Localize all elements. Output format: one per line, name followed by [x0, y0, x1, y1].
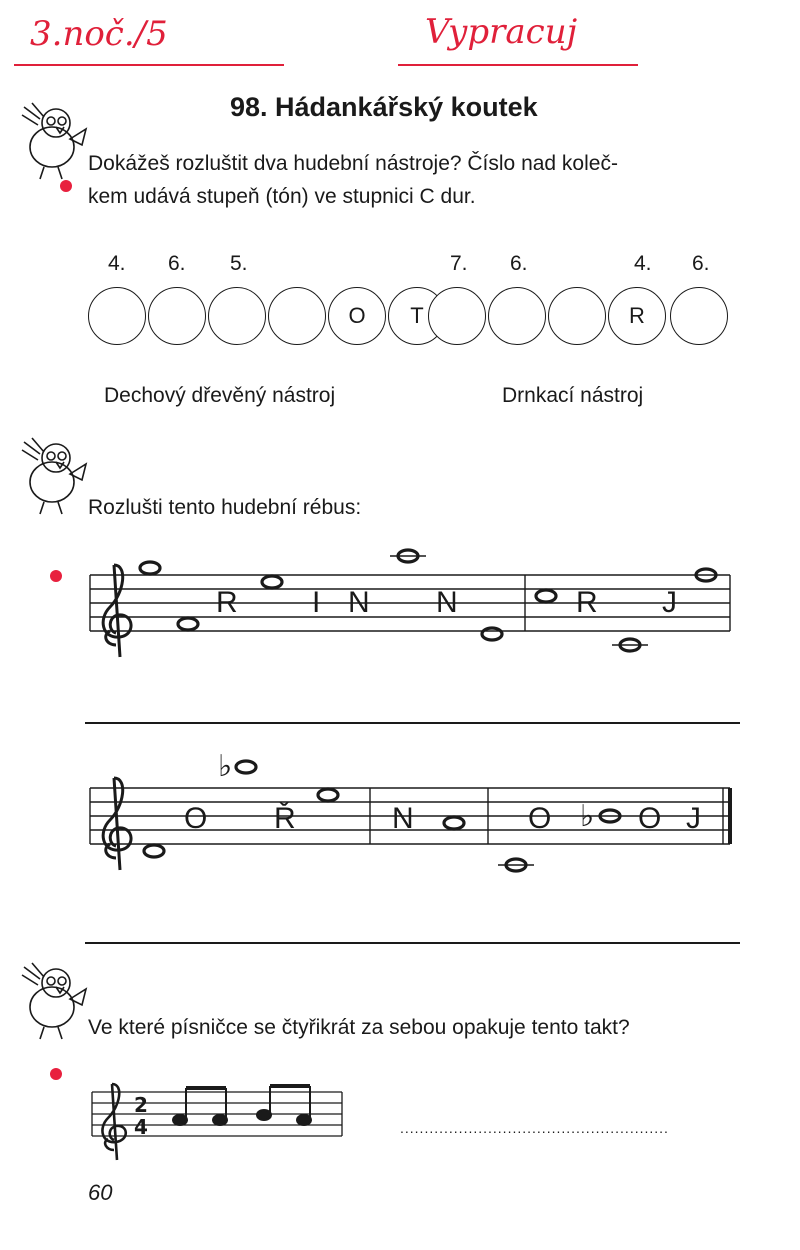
whole-note-icon [140, 562, 160, 574]
word2-letter-circle[interactable] [428, 287, 486, 345]
whole-note-icon [444, 817, 464, 829]
flat-sign-icon: ♭ [580, 799, 595, 834]
handwritten-underline-left [14, 64, 284, 66]
music-staff-3 [80, 1072, 350, 1172]
word1-number: 6. [168, 252, 186, 275]
word2-number: 6. [510, 252, 528, 275]
task1-instruction-line1: Dokážeš rozluštit dva hudební nástroje? Číslo nad koleč- [88, 152, 618, 175]
eighth-note-icon [213, 1115, 227, 1125]
answer-line-1[interactable] [85, 722, 740, 724]
handwritten-underline-right [398, 64, 638, 66]
word1-letter-circle[interactable] [88, 287, 146, 345]
treble-clef-icon [103, 565, 131, 657]
page-title: 98. Hádankářský koutek [230, 92, 538, 122]
rebus-letter: J [686, 802, 701, 835]
flat-sign-icon: ♭ [218, 749, 233, 784]
word1-letter-circle[interactable]: T [388, 287, 446, 345]
owl-mascot-icon [10, 955, 90, 1045]
word2-letter-circle[interactable] [548, 287, 606, 345]
whole-note-icon [482, 628, 502, 640]
eighth-note-icon [257, 1110, 271, 1120]
word2-letter-circle[interactable] [488, 287, 546, 345]
time-signature-top: 2 [134, 1093, 148, 1117]
rebus-letter: I [312, 586, 321, 619]
word1-letter-circle[interactable] [208, 287, 266, 345]
handwritten-class-note: 3.noč./5 [30, 14, 168, 54]
treble-clef-icon [103, 778, 131, 870]
rebus-letter: N [348, 586, 370, 619]
rebus-letter: N [392, 802, 414, 835]
rebus-letter: R [216, 586, 238, 619]
whole-note-icon [536, 590, 556, 602]
word2-letter-circle[interactable] [670, 287, 728, 345]
answer-line-2[interactable] [85, 942, 740, 944]
owl-mascot-icon [10, 95, 90, 185]
music-staff-2 [80, 748, 740, 888]
rebus-letter: J [662, 586, 677, 619]
word2-caption: Drnkací nástroj [502, 384, 644, 407]
whole-note-icon [318, 789, 338, 801]
word1-letter-circle[interactable] [148, 287, 206, 345]
whole-note-icon [144, 845, 164, 857]
bullet-dot [50, 1068, 62, 1080]
word2-number: 7. [450, 252, 468, 275]
rebus-letter: O [638, 802, 662, 835]
rebus-letter: Ř [274, 802, 296, 835]
handwritten-instruction-note: Vypracuj [425, 12, 578, 52]
word1-number: 4. [108, 252, 126, 275]
word1-caption: Dechový dřevěný nástroj [104, 384, 336, 407]
rebus-letter: O [184, 802, 208, 835]
word2-letter-circle[interactable]: R [608, 287, 666, 345]
music-staff-1 [80, 545, 740, 685]
bullet-dot [50, 570, 62, 582]
whole-note-icon [236, 761, 256, 773]
time-signature-bottom: 4 [134, 1115, 148, 1139]
page-number: 60 [88, 1180, 113, 1205]
word1-number: 5. [230, 252, 248, 275]
owl-mascot-icon [10, 430, 90, 520]
task3-instruction: Ve které písničce se čtyřikrát za sebou opakuje tento takt? [88, 1016, 630, 1039]
bullet-dot [60, 180, 72, 192]
rebus-letter: R [576, 586, 598, 619]
rebus-letter: N [436, 586, 458, 619]
word1-letter-circle[interactable]: O [328, 287, 386, 345]
eighth-note-icon [173, 1115, 187, 1125]
word1-letter-circle[interactable] [268, 287, 326, 345]
rebus-letter: O [528, 802, 552, 835]
treble-clef-icon [102, 1084, 125, 1160]
word2-number: 4. [634, 252, 652, 275]
answer-dotted-line[interactable]: ....................................................... [400, 1120, 669, 1136]
whole-note-icon [262, 576, 282, 588]
task1-instruction-line2: kem udává stupeň (tón) ve stupnici C dur. [88, 185, 476, 208]
whole-note-icon [178, 618, 198, 630]
eighth-note-icon [297, 1115, 311, 1125]
task2-instruction: Rozlušti tento hudební rébus: [88, 496, 362, 519]
word2-number: 6. [692, 252, 710, 275]
